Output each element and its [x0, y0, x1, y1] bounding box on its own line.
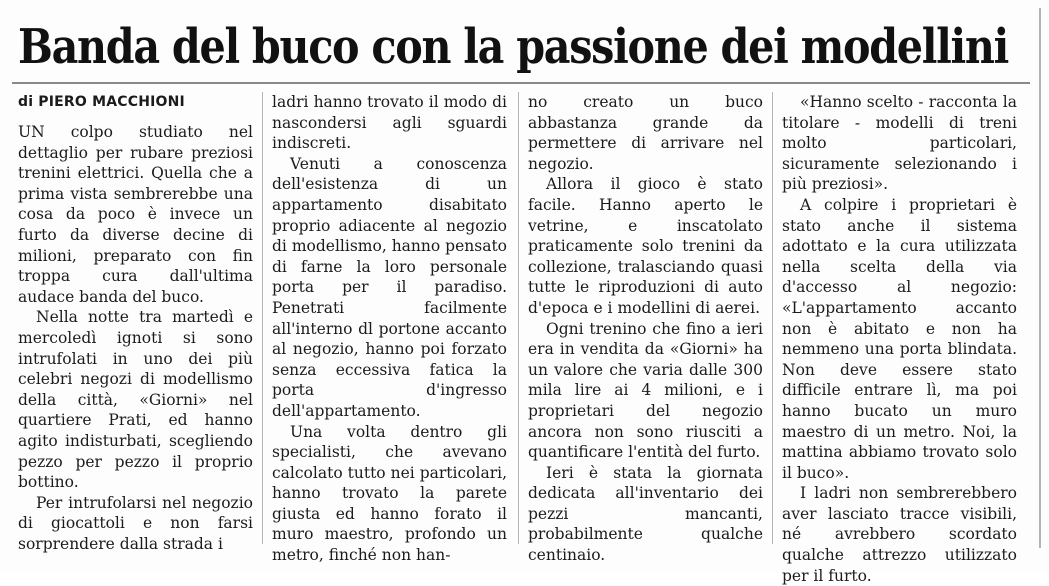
column-3 — [528, 92, 763, 565]
paragraph: ladri hanno trovato il modo di nascondersi agli sguardi indiscreti. — [272, 93, 507, 153]
column-2 — [272, 92, 507, 565]
paragraph: Ieri è stata la giornata dedicata all'inventario dei pezzi mancanti, probabilmente qualche centinaio. — [528, 463, 763, 565]
column-divider — [518, 92, 519, 544]
column-4 — [782, 92, 1017, 585]
paragraph: UN colpo studiato nel dettaglio per rubare preziosi trenini elettrici. Quella che a prima vista sembrerebbe una cosa da poco è invece un furto da diverse decine di milioni, preparato con fin troppa cura dall'ultima audace banda del buco. — [18, 123, 253, 306]
scan-edge — [1039, 8, 1041, 548]
paragraph: Nella notte tra martedì e mercoledì ignoti si sono intrufolati in uno dei più celebri negozi di modellismo della città, «Giorni» nel quartiere Prati, ed hanno agito indisturbati, scegliendo pezzo per pezzo il proprio bottino. — [18, 308, 253, 492]
column-1 — [18, 92, 253, 562]
paragraph: Venuti a conoscenza dell'esistenza di un appartamento disabitato proprio adiacente al negozio di modellismo, hanno pensato di farne la loro personale porta per il paradiso. Penetrati facilmente all'interno dl portone accanto al negozio, hanno poi forzato senza eccessiva fatica la porta d'ingresso dell'appartamento. — [272, 154, 507, 420]
headline: Banda del buco con la passione dei modellini — [18, 19, 1009, 75]
paragraph: Ogni trenino che fino a ieri era in vendita da «Giorni» ha un valore che varia dalle 300 mila lire ai 4 milioni, e i proprietari del negozio ancora non sono riusciti a quantificare l'entità del furto. — [528, 319, 763, 462]
paragraph: Per intrufolarsi nel negozio di giocattoli e non farsi sorprendere dalla strada i — [18, 493, 253, 553]
headline-rule — [12, 82, 1030, 84]
paragraph: «Hanno scelto - racconta la titolare - modelli di treni molto particolari, sicuramente selezionando i più preziosi». — [782, 93, 1017, 194]
byline: di PIERO MACCHIONI — [18, 94, 185, 110]
paragraph: A colpire i proprietari è stato anche il sistema adottato e la cura utilizzata nella scelta della via d'accesso al negozio: «L'appartamento accanto non è abitato e non ha nemmeno una porta blindata. Non deve essere stato difficile entrare lì, ma poi hanno bucato un muro maestro di un metro. Noi, la mattina abbiamo trovato solo il buco». — [782, 195, 1017, 482]
paragraph: Allora il gioco è stato facile. Hanno aperto le vetrine, e inscatolato praticamente solo trenini da collezione, tralasciando quasi tutte le riproduzioni di auto d'epoca e i modellini di aerei. — [528, 175, 763, 317]
paragraph: I ladri non sembrerebbero aver lasciato tracce visibili, né avrebbero scordato qualche attrezzo utilizzato per il furto. — [782, 484, 1017, 585]
paragraph: Una volta dentro gli specialisti, che avevano calcolato tutto nei particolari, hanno trovato la parete giusta ed hanno forato il muro maestro, profondo un metro, finché non han- — [272, 422, 507, 565]
paragraph: no creato un buco abbastanza grande da permettere di arrivare nel negozio. — [528, 93, 763, 173]
column-divider — [262, 92, 263, 544]
column-divider — [772, 92, 773, 544]
